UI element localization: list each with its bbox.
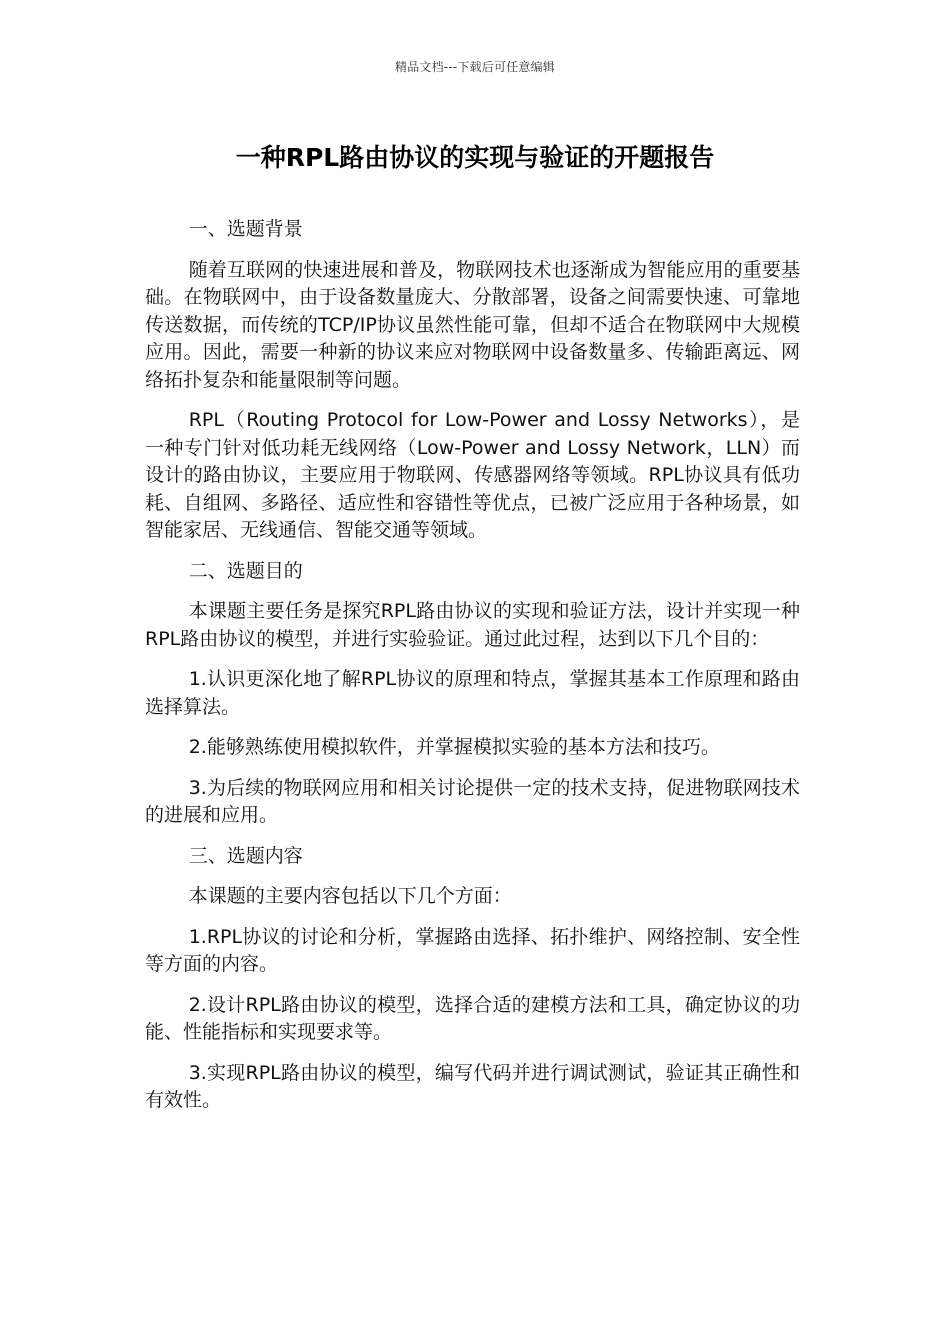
paragraph: 本课题的主要内容包括以下几个方面：: [188, 885, 512, 907]
paragraph: 随着互联网的快速进展和普及，物联网技术也逐渐成为智能应用的重要基础。在物联网中，由于设备数量庞大、分散部署，设备之间需要快速、可靠地传送数据，而传统的TCP/IP协议虽然性能可靠，但却不适合在物联网中大规模应用。因此，需要一种新的协议来应对物联网中设备数量多、传输距离远、网络拓扑复杂和能量限制等问题。: [145, 258, 800, 391]
list-item: 3.实现RPL路由协议的模型，编写代码并进行调试测试，验证其正确性和有效性。: [145, 1061, 800, 1111]
list-item: 3.为后续的物联网应用和相关讨论提供一定的技术支持，促进物联网技术的进展和应用。: [145, 776, 800, 826]
document-title: 一种RPL路由协议的实现与验证的开题报告: [235, 143, 715, 172]
section-heading-background: 一、选题背景: [188, 218, 303, 240]
paragraph: RPL（Routing Protocol for Low-Power and Lossy Networks），是一种专门针对低功耗无线网络（Low-Power and Lossy Network，LLN）而设计的路由协议，主要应用于物联网、传感器网络等领域。RPL协议具有低功耗、自组网、多路径、适应性和容错性等优点，已被广泛应用于各种场景，如智能家居、无线通信、智能交通等领域。: [145, 409, 800, 541]
paragraph: 本课题主要任务是探究RPL路由协议的实现和验证方法，设计并实现一种RPL路由协议的模型，并进行实验验证。通过此过程，达到以下几个目的：: [145, 600, 800, 650]
section-heading-content: 三、选题内容: [188, 844, 303, 867]
header-note: 精品文档---下载后可任意编辑: [395, 60, 555, 74]
section-heading-purpose: 二、选题目的: [188, 559, 303, 582]
list-item: 1.认识更深化地了解RPL协议的原理和特点，掌握其基本工作原理和路由选择算法。: [145, 668, 800, 718]
list-item: 2.能够熟练使用模拟软件，并掌握模拟实验的基本方法和技巧。: [188, 736, 720, 758]
list-item: 1.RPL协议的讨论和分析，掌握路由选择、拓扑维护、网络控制、安全性等方面的内容。: [145, 925, 800, 975]
document-body: [145, 216, 800, 1128]
list-item: 2.设计RPL路由协议的模型，选择合适的建模方法和工具，确定协议的功能、性能指标和实现要求等。: [145, 993, 800, 1043]
